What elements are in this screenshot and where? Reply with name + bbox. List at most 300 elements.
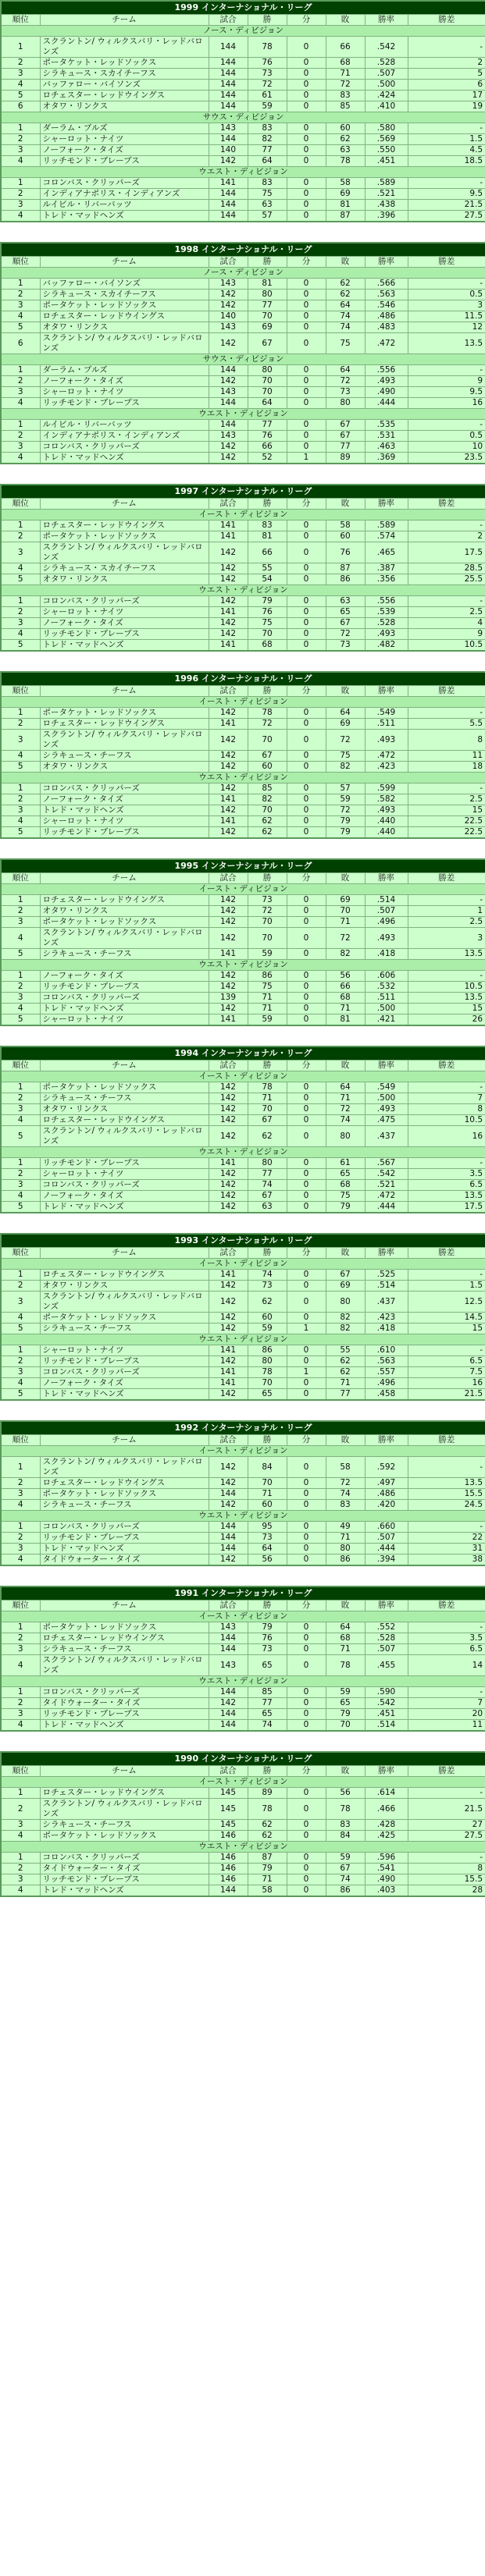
games-cell: 144 [209, 1885, 248, 1897]
gb-cell: - [408, 279, 485, 290]
draws-cell: 1 [287, 1367, 326, 1378]
rank-cell: 1 [1, 1522, 40, 1533]
wins-cell: 69 [248, 322, 287, 333]
rank-cell: 3 [1, 1644, 40, 1655]
team-name-cell: ポータケット・レッドソックス [40, 1313, 209, 1324]
losses-cell: 70 [326, 906, 365, 917]
division-name: ノース・ディビジョン [1, 26, 485, 37]
wins-cell: 82 [248, 794, 287, 805]
pct-cell: .486 [365, 1489, 408, 1500]
division-name: ノース・ディビジョン [1, 268, 485, 279]
draws-cell: 0 [287, 145, 326, 156]
gb-cell: 10.5 [408, 640, 485, 652]
draws-cell: 1 [287, 453, 326, 464]
table-row [1, 751, 485, 762]
games-cell: 142 [209, 333, 248, 354]
rank-cell: 1 [1, 1270, 40, 1281]
team-name-cell: ロチェスター・レッドウイングス [40, 719, 209, 730]
rank-cell: 1 [1, 1788, 40, 1799]
draws-cell: 0 [287, 123, 326, 134]
table-row [1, 1885, 485, 1897]
team-name-cell: シラキュース・チーフス [40, 1644, 209, 1655]
rank-cell: 2 [1, 134, 40, 145]
team-name-cell: ノーフォーク・タイズ [40, 145, 209, 156]
gb-cell: 2 [408, 531, 485, 542]
games-cell: 144 [209, 1720, 248, 1732]
pct-cell: .466 [365, 1799, 408, 1820]
team-name-cell: タイドウォーター・タイズ [40, 1698, 209, 1709]
table-row [1, 1500, 485, 1511]
games-cell: 146 [209, 1864, 248, 1874]
draws-cell: 0 [287, 189, 326, 200]
losses-cell: 74 [326, 322, 365, 333]
losses-cell: 49 [326, 1522, 365, 1533]
losses-cell: 77 [326, 442, 365, 453]
losses-cell: 71 [326, 1093, 365, 1104]
rank-cell: 5 [1, 1389, 40, 1401]
header-games: 試合 [209, 1248, 248, 1259]
pct-cell: .557 [365, 1367, 408, 1378]
gb-cell: - [408, 365, 485, 376]
gb-cell: - [408, 895, 485, 906]
header-losses: 敗 [326, 1766, 365, 1777]
games-cell: 142 [209, 596, 248, 607]
wins-cell: 70 [248, 1478, 287, 1489]
gb-cell: 21.5 [408, 1389, 485, 1401]
pct-cell: .521 [365, 1180, 408, 1191]
header-team: チーム [40, 873, 209, 884]
losses-cell: 82 [326, 1313, 365, 1324]
table-row [1, 211, 485, 222]
table-row [1, 1093, 485, 1104]
team-name-cell: リッチモンド・ブレーブス [40, 1533, 209, 1544]
table-row [1, 80, 485, 91]
draws-cell: 0 [287, 1533, 326, 1544]
pct-cell: .660 [365, 1522, 408, 1533]
pct-cell: .438 [365, 200, 408, 211]
table-row [1, 1874, 485, 1885]
losses-cell: 74 [326, 1874, 365, 1885]
header-pct: 勝率 [365, 686, 408, 697]
rank-cell: 1 [1, 178, 40, 189]
wins-cell: 67 [248, 1191, 287, 1202]
draws-cell: 0 [287, 949, 326, 960]
losses-cell: 81 [326, 200, 365, 211]
table-row [1, 928, 485, 949]
wins-cell: 86 [248, 1345, 287, 1356]
team-name-cell: コロンバス・クリッパーズ [40, 1367, 209, 1378]
gb-cell: 18 [408, 762, 485, 773]
draws-cell: 0 [287, 80, 326, 91]
games-cell: 144 [209, 189, 248, 200]
wins-cell: 77 [248, 420, 287, 431]
draws-cell: 0 [287, 794, 326, 805]
rank-cell: 2 [1, 531, 40, 542]
team-name-cell: シャーロット・ナイツ [40, 1345, 209, 1356]
header-draws: 分 [287, 1061, 326, 1071]
division-row [1, 697, 485, 708]
games-cell: 143 [209, 279, 248, 290]
wins-cell: 81 [248, 279, 287, 290]
games-cell: 142 [209, 629, 248, 640]
gb-cell: 6 [408, 80, 485, 91]
wins-cell: 74 [248, 1180, 287, 1191]
wins-cell: 82 [248, 134, 287, 145]
pct-cell: .444 [365, 1202, 408, 1213]
team-name-cell: トレド・マッドヘンズ [40, 1544, 209, 1554]
games-cell: 144 [209, 58, 248, 69]
pct-cell: .569 [365, 134, 408, 145]
team-name-cell: シラキュース・チーフス [40, 949, 209, 960]
rank-cell: 3 [1, 69, 40, 80]
header-pct: 勝率 [365, 1601, 408, 1611]
gb-cell: 9.5 [408, 189, 485, 200]
table-row [1, 1292, 485, 1313]
pct-cell: .546 [365, 300, 408, 311]
losses-cell: 66 [326, 982, 365, 993]
division-row [1, 167, 485, 178]
season-title-row [1, 1421, 485, 1435]
header-games: 試合 [209, 1601, 248, 1611]
draws-cell: 0 [287, 290, 326, 300]
header-rank: 順位 [1, 499, 40, 510]
team-name-cell: オタワ・リンクス [40, 101, 209, 112]
losses-cell: 75 [326, 751, 365, 762]
draws-cell: 0 [287, 1093, 326, 1104]
rank-cell: 1 [1, 895, 40, 906]
gb-cell: - [408, 708, 485, 719]
rank-cell: 1 [1, 1622, 40, 1633]
games-cell: 144 [209, 200, 248, 211]
losses-cell: 89 [326, 453, 365, 464]
games-cell: 142 [209, 982, 248, 993]
draws-cell: 0 [287, 1500, 326, 1511]
rank-cell: 4 [1, 816, 40, 827]
draws-cell: 0 [287, 1378, 326, 1389]
header-pct: 勝率 [365, 15, 408, 26]
games-cell: 146 [209, 1874, 248, 1885]
standings-table [0, 242, 485, 464]
team-name-cell: シラキュース・チーフス [40, 1500, 209, 1511]
wins-cell: 62 [248, 1831, 287, 1842]
pct-cell: .549 [365, 708, 408, 719]
wins-cell: 68 [248, 640, 287, 652]
draws-cell: 0 [287, 279, 326, 290]
gb-cell: 9 [408, 376, 485, 387]
wins-cell: 70 [248, 730, 287, 751]
team-name-cell: インディアナポリス・インディアンズ [40, 189, 209, 200]
rank-cell: 3 [1, 145, 40, 156]
header-wins: 勝 [248, 1766, 287, 1777]
wins-cell: 78 [248, 1082, 287, 1093]
wins-cell: 66 [248, 442, 287, 453]
rank-cell: 1 [1, 1687, 40, 1698]
rank-cell: 1 [1, 1158, 40, 1169]
header-wins: 勝 [248, 686, 287, 697]
division-name: イースト・ディビジョン [1, 884, 485, 895]
wins-cell: 63 [248, 200, 287, 211]
division-row [1, 26, 485, 37]
season-block [0, 1046, 485, 1213]
table-row [1, 1169, 485, 1180]
draws-cell: 0 [287, 521, 326, 531]
header-gb: 勝差 [408, 1248, 485, 1259]
pct-cell: .493 [365, 805, 408, 816]
header-team: チーム [40, 1766, 209, 1777]
team-name-cell: オタワ・リンクス [40, 762, 209, 773]
rank-cell: 2 [1, 1864, 40, 1874]
division-row [1, 268, 485, 279]
header-wins: 勝 [248, 1435, 287, 1446]
season-title: 1996 インターナショナル・リーグ [1, 672, 485, 686]
header-rank: 順位 [1, 1061, 40, 1071]
games-cell: 140 [209, 145, 248, 156]
team-name-cell: スクラントン/ ウィルクスバリ・レッドバロンズ [40, 37, 209, 58]
rank-cell: 1 [1, 708, 40, 719]
draws-cell: 0 [287, 816, 326, 827]
wins-cell: 70 [248, 387, 287, 398]
division-row [1, 1446, 485, 1457]
rank-cell: 1 [1, 1853, 40, 1864]
pct-cell: .528 [365, 58, 408, 69]
table-row [1, 1202, 485, 1213]
team-name-cell: オタワ・リンクス [40, 906, 209, 917]
team-name-cell: タイドウォーター・タイズ [40, 1864, 209, 1874]
header-row [1, 1435, 485, 1446]
rank-cell: 1 [1, 420, 40, 431]
losses-cell: 79 [326, 1202, 365, 1213]
header-pct: 勝率 [365, 499, 408, 510]
games-cell: 142 [209, 1115, 248, 1126]
team-name-cell: オタワ・リンクス [40, 322, 209, 333]
draws-cell: 1 [287, 1324, 326, 1334]
wins-cell: 70 [248, 1104, 287, 1115]
losses-cell: 62 [326, 279, 365, 290]
team-name-cell: ポータケット・レッドソックス [40, 708, 209, 719]
games-cell: 142 [209, 1180, 248, 1191]
losses-cell: 86 [326, 1885, 365, 1897]
header-rank: 順位 [1, 1766, 40, 1777]
gb-cell: 13.5 [408, 1478, 485, 1489]
team-name-cell: トレド・マッドヘンズ [40, 1885, 209, 1897]
wins-cell: 59 [248, 101, 287, 112]
losses-cell: 62 [326, 1367, 365, 1378]
table-row [1, 993, 485, 1004]
division-name: ウエスト・ディビジョン [1, 773, 485, 783]
rank-cell: 3 [1, 1874, 40, 1885]
rank-cell: 3 [1, 618, 40, 629]
draws-cell: 0 [287, 101, 326, 112]
table-row [1, 1644, 485, 1655]
gb-cell: 7.5 [408, 1367, 485, 1378]
draws-cell: 0 [287, 58, 326, 69]
division-name: イースト・ディビジョン [1, 1611, 485, 1622]
pct-cell: .483 [365, 322, 408, 333]
wins-cell: 77 [248, 1169, 287, 1180]
games-cell: 142 [209, 762, 248, 773]
losses-cell: 87 [326, 211, 365, 222]
losses-cell: 75 [326, 333, 365, 354]
rank-cell: 1 [1, 365, 40, 376]
pct-cell: .500 [365, 1093, 408, 1104]
table-row [1, 895, 485, 906]
table-row [1, 1345, 485, 1356]
team-name-cell: シラキュース・チーフス [40, 1324, 209, 1334]
pct-cell: .590 [365, 1687, 408, 1698]
wins-cell: 77 [248, 145, 287, 156]
gb-cell: 27 [408, 1820, 485, 1831]
table-row [1, 1126, 485, 1147]
wins-cell: 60 [248, 1313, 287, 1324]
gb-cell: - [408, 1158, 485, 1169]
losses-cell: 58 [326, 178, 365, 189]
losses-cell: 71 [326, 917, 365, 928]
losses-cell: 79 [326, 827, 365, 839]
draws-cell: 0 [287, 1720, 326, 1732]
season-block [0, 1751, 485, 1897]
table-row [1, 376, 485, 387]
draws-cell: 0 [287, 1554, 326, 1566]
pct-cell: .451 [365, 1709, 408, 1720]
gb-cell: 12 [408, 322, 485, 333]
table-row [1, 279, 485, 290]
losses-cell: 72 [326, 376, 365, 387]
header-rank: 順位 [1, 873, 40, 884]
pct-cell: .507 [365, 906, 408, 917]
gb-cell: 10 [408, 442, 485, 453]
rank-cell: 1 [1, 1345, 40, 1356]
division-name: イースト・ディビジョン [1, 1071, 485, 1082]
season-title-row [1, 1234, 485, 1248]
table-row [1, 1633, 485, 1644]
draws-cell: 0 [287, 805, 326, 816]
losses-cell: 70 [326, 1720, 365, 1732]
season-title: 1992 インターナショナル・リーグ [1, 1421, 485, 1435]
wins-cell: 84 [248, 1457, 287, 1478]
draws-cell: 0 [287, 1522, 326, 1533]
header-wins: 勝 [248, 1601, 287, 1611]
gb-cell: 1.5 [408, 1281, 485, 1292]
games-cell: 144 [209, 1709, 248, 1720]
pct-cell: .437 [365, 1292, 408, 1313]
division-row [1, 884, 485, 895]
header-pct: 勝率 [365, 873, 408, 884]
draws-cell: 0 [287, 1655, 326, 1676]
gb-cell: 22.5 [408, 827, 485, 839]
division-row [1, 1259, 485, 1270]
table-row [1, 1389, 485, 1401]
pct-cell: .507 [365, 69, 408, 80]
header-row [1, 686, 485, 697]
rank-cell: 4 [1, 80, 40, 91]
header-gb: 勝差 [408, 499, 485, 510]
table-row [1, 1799, 485, 1820]
losses-cell: 71 [326, 69, 365, 80]
games-cell: 142 [209, 563, 248, 574]
rank-cell: 2 [1, 376, 40, 387]
losses-cell: 68 [326, 58, 365, 69]
games-cell: 142 [209, 1082, 248, 1093]
rank-cell: 5 [1, 762, 40, 773]
games-cell: 144 [209, 91, 248, 101]
team-name-cell: リッチモンド・ブレーブス [40, 1709, 209, 1720]
wins-cell: 62 [248, 1126, 287, 1147]
season-block [0, 1586, 485, 1732]
pct-cell: .410 [365, 101, 408, 112]
table-row [1, 1281, 485, 1292]
gb-cell: 21.5 [408, 200, 485, 211]
pct-cell: .511 [365, 993, 408, 1004]
team-name-cell: シャーロット・ナイツ [40, 387, 209, 398]
table-row [1, 398, 485, 409]
rank-cell: 2 [1, 189, 40, 200]
games-cell: 141 [209, 607, 248, 618]
table-row [1, 1356, 485, 1367]
header-draws: 分 [287, 257, 326, 268]
season-title: 1993 インターナショナル・リーグ [1, 1234, 485, 1248]
rank-cell: 4 [1, 398, 40, 409]
season-title: 1991 インターナショナル・リーグ [1, 1586, 485, 1601]
rank-cell: 2 [1, 1093, 40, 1104]
games-cell: 141 [209, 531, 248, 542]
team-name-cell: シャーロット・ナイツ [40, 816, 209, 827]
losses-cell: 67 [326, 618, 365, 629]
games-cell: 141 [209, 521, 248, 531]
draws-cell: 0 [287, 1104, 326, 1115]
losses-cell: 69 [326, 719, 365, 730]
draws-cell: 0 [287, 1169, 326, 1180]
standings-table [0, 0, 485, 222]
games-cell: 142 [209, 1698, 248, 1709]
table-row [1, 1378, 485, 1389]
gb-cell: - [408, 1788, 485, 1799]
rank-cell: 2 [1, 719, 40, 730]
header-games: 試合 [209, 15, 248, 26]
draws-cell: 0 [287, 1853, 326, 1864]
rank-cell: 3 [1, 1104, 40, 1115]
pct-cell: .567 [365, 1158, 408, 1169]
losses-cell: 80 [326, 398, 365, 409]
draws-cell: 0 [287, 1820, 326, 1831]
table-row [1, 816, 485, 827]
rank-cell: 4 [1, 1313, 40, 1324]
losses-cell: 86 [326, 1554, 365, 1566]
table-row [1, 1478, 485, 1489]
rank-cell: 3 [1, 1544, 40, 1554]
gb-cell: 13.5 [408, 949, 485, 960]
draws-cell: 0 [287, 607, 326, 618]
rank-cell: 2 [1, 1281, 40, 1292]
pct-cell: .563 [365, 290, 408, 300]
table-row [1, 618, 485, 629]
games-cell: 142 [209, 1313, 248, 1324]
losses-cell: 72 [326, 629, 365, 640]
table-row [1, 431, 485, 442]
gb-cell: 1 [408, 906, 485, 917]
games-cell: 142 [209, 730, 248, 751]
header-wins: 勝 [248, 873, 287, 884]
header-pct: 勝率 [365, 1435, 408, 1446]
table-row [1, 971, 485, 982]
games-cell: 141 [209, 1367, 248, 1378]
wins-cell: 70 [248, 376, 287, 387]
team-name-cell: リッチモンド・ブレーブス [40, 1356, 209, 1367]
wins-cell: 80 [248, 290, 287, 300]
division-name: ウエスト・ディビジョン [1, 960, 485, 971]
losses-cell: 83 [326, 91, 365, 101]
rank-cell: 3 [1, 730, 40, 751]
table-row [1, 1720, 485, 1732]
